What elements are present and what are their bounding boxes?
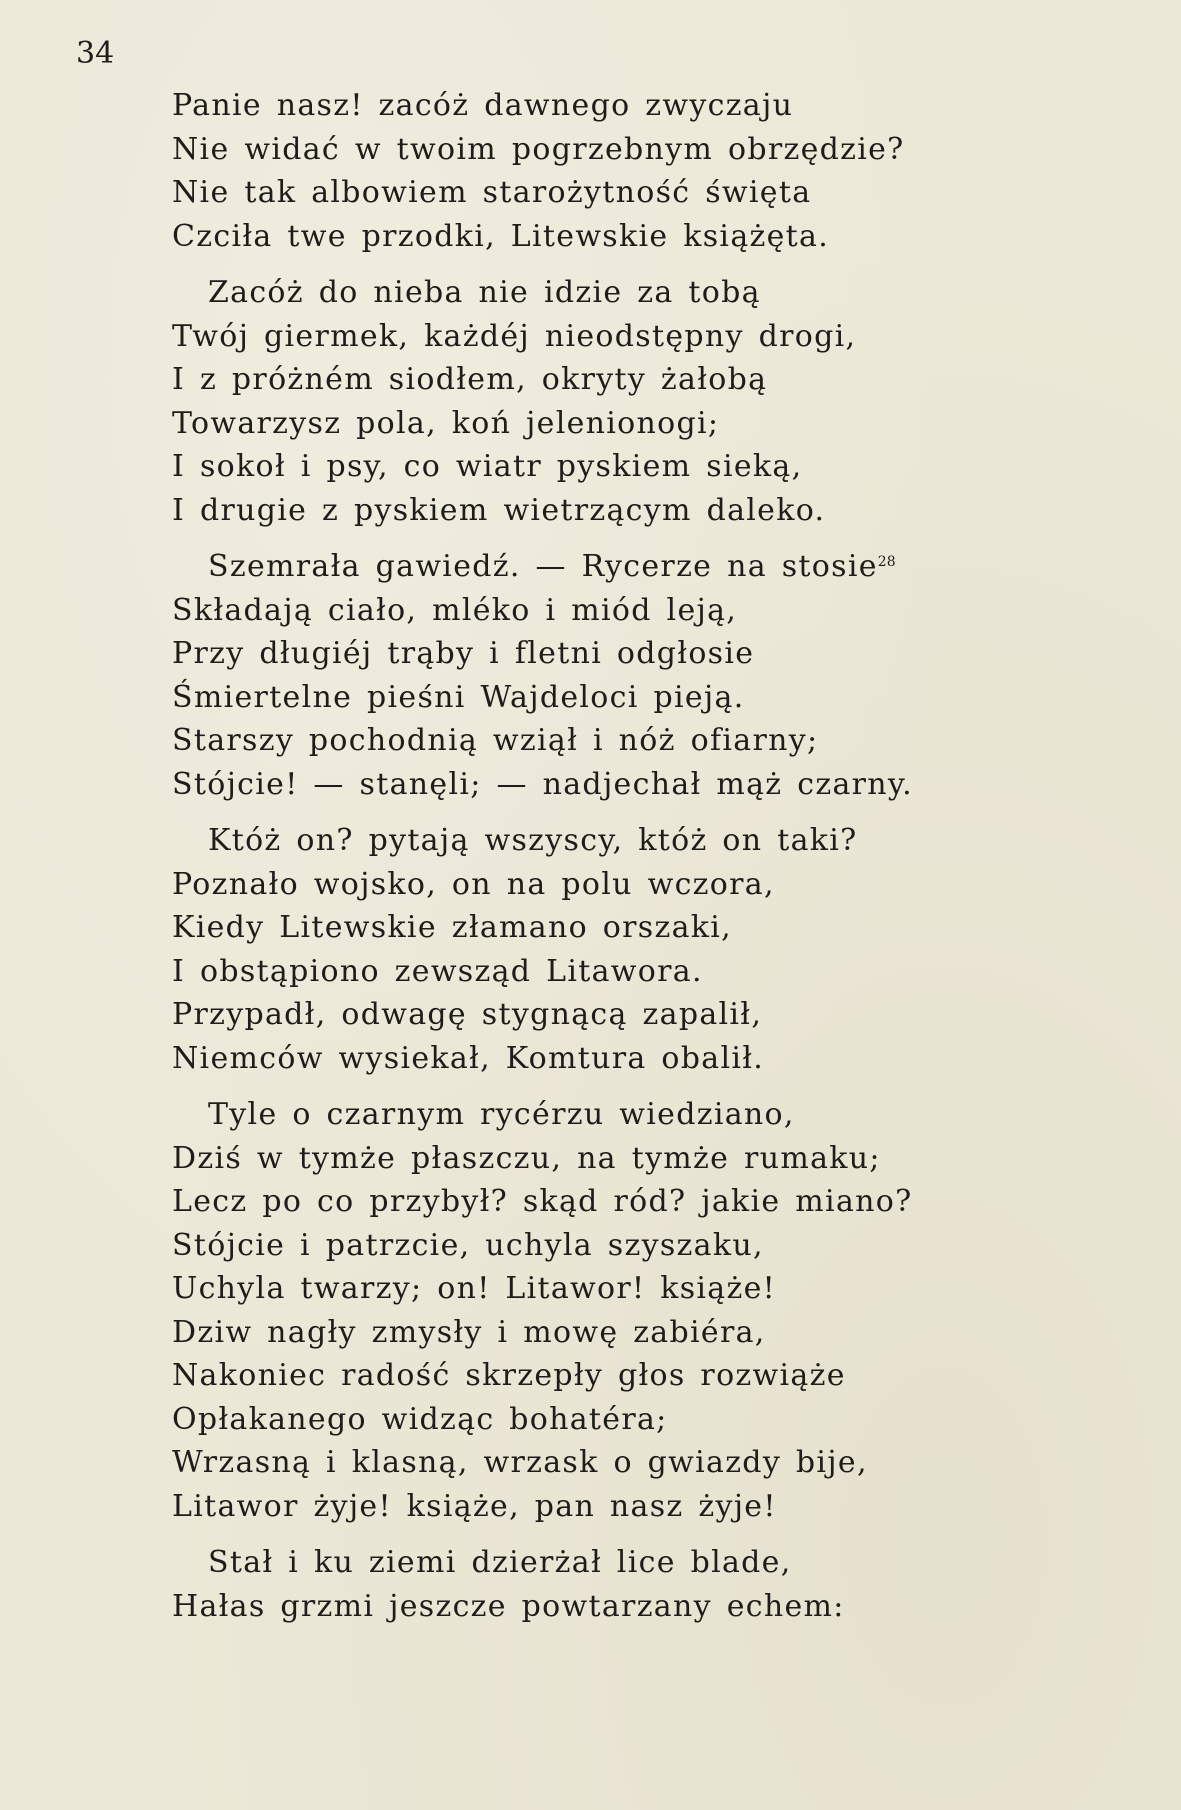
- verse-line: Śmiertelne pieśni Wajdeloci pieją.: [172, 679, 745, 715]
- footnote-reference: 28: [877, 554, 896, 570]
- verse-line: Kiedy Litewskie złamano orszaki,: [172, 910, 732, 945]
- stanza: [172, 819, 1132, 1080]
- verse-line: Twój giermek, każdéj nieodstępny drogi,: [172, 318, 857, 354]
- verse-line: Któż on? pytają wszyscy, któż on taki?: [208, 823, 858, 858]
- verse-line: Tyle o czarnym rycérzu wiedziano,: [208, 1097, 795, 1132]
- verse-line: Niemców wysiekał, Komtura obalił.: [172, 1040, 765, 1076]
- verse-line: Uchyla twarzy; on! Litawor! książe!: [172, 1271, 777, 1306]
- verse-line: Stójcie! — stanęli; — nadjechał mąż czarny.: [172, 766, 913, 802]
- verse-line: Stójcie i patrzcie, uchyla szyszaku,: [172, 1227, 764, 1263]
- verse-line: Składają ciało, mléko i miód leją,: [172, 592, 738, 628]
- verse-line: Poznało wojsko, on na polu wczora,: [172, 866, 775, 902]
- stanza: [172, 1541, 1132, 1628]
- stanza: [172, 271, 1132, 532]
- verse-line: Dziś w tymże płaszczu, na tymże rumaku;: [172, 1140, 881, 1176]
- verse-line: Czciła twe przodki, Litewskie książęta.: [172, 218, 830, 254]
- verse-line: Litawor żyje! książe, pan nasz żyje!: [172, 1488, 777, 1524]
- verse-line: Nie widać w twoim pogrzebnym obrzędzie?: [172, 131, 905, 167]
- verse-line: Dziw nagły zmysły i mowę zabiéra,: [172, 1314, 766, 1350]
- verse-line: Nie tak albowiem starożytność święta: [172, 175, 812, 210]
- stanza: [172, 1093, 1132, 1528]
- verse-line: Starszy pochodnią wziął i nóż ofiarny;: [172, 723, 819, 758]
- verse-line-text: Szemrała gawiedź. — Rycerze na stosie: [208, 549, 878, 584]
- verse-line: Zacóż do nieba nie idzie za tobą: [208, 275, 761, 310]
- verse-line: Lecz po co przybył? skąd ród? jakie miano?: [172, 1184, 913, 1219]
- verse-line: Stał i ku ziemi dzierżał lice blade,: [208, 1545, 792, 1580]
- verse-line: I drugie z pyskiem wietrzącym daleko.: [172, 492, 826, 528]
- verse-line: Przy długiéj trąby i fletni odgłosie: [172, 636, 755, 671]
- verse-line: Wrzasną i klasną, wrzask o gwiazdy bije,: [172, 1445, 868, 1480]
- verse-line: I z próżném siodłem, okryty żałobą: [172, 362, 768, 397]
- verse-line: Nakoniec radość skrzepły głos rozwiąże: [172, 1358, 846, 1393]
- poem-text: [172, 84, 1132, 1641]
- verse-line: Przypadł, odwagę stygnącą zapalił,: [172, 997, 763, 1032]
- verse-line: Hałas grzmi jeszcze powtarzany echem:: [172, 1588, 845, 1624]
- stanza: [172, 545, 1132, 806]
- verse-line: Panie nasz! zacóż dawnego zwyczaju: [172, 88, 794, 123]
- verse-line: Opłakanego widząc bohatéra;: [172, 1401, 668, 1437]
- stanza: [172, 84, 1132, 258]
- verse-line: I obstąpiono zewsząd Litawora.: [172, 953, 703, 989]
- verse-line: I sokoł i psy, co wiatr pyskiem sieką,: [172, 449, 803, 484]
- verse-line: Towarzysz pola, koń jelenionogi;: [172, 405, 720, 441]
- page-number: 34: [76, 36, 115, 71]
- verse-line: [172, 545, 1132, 589]
